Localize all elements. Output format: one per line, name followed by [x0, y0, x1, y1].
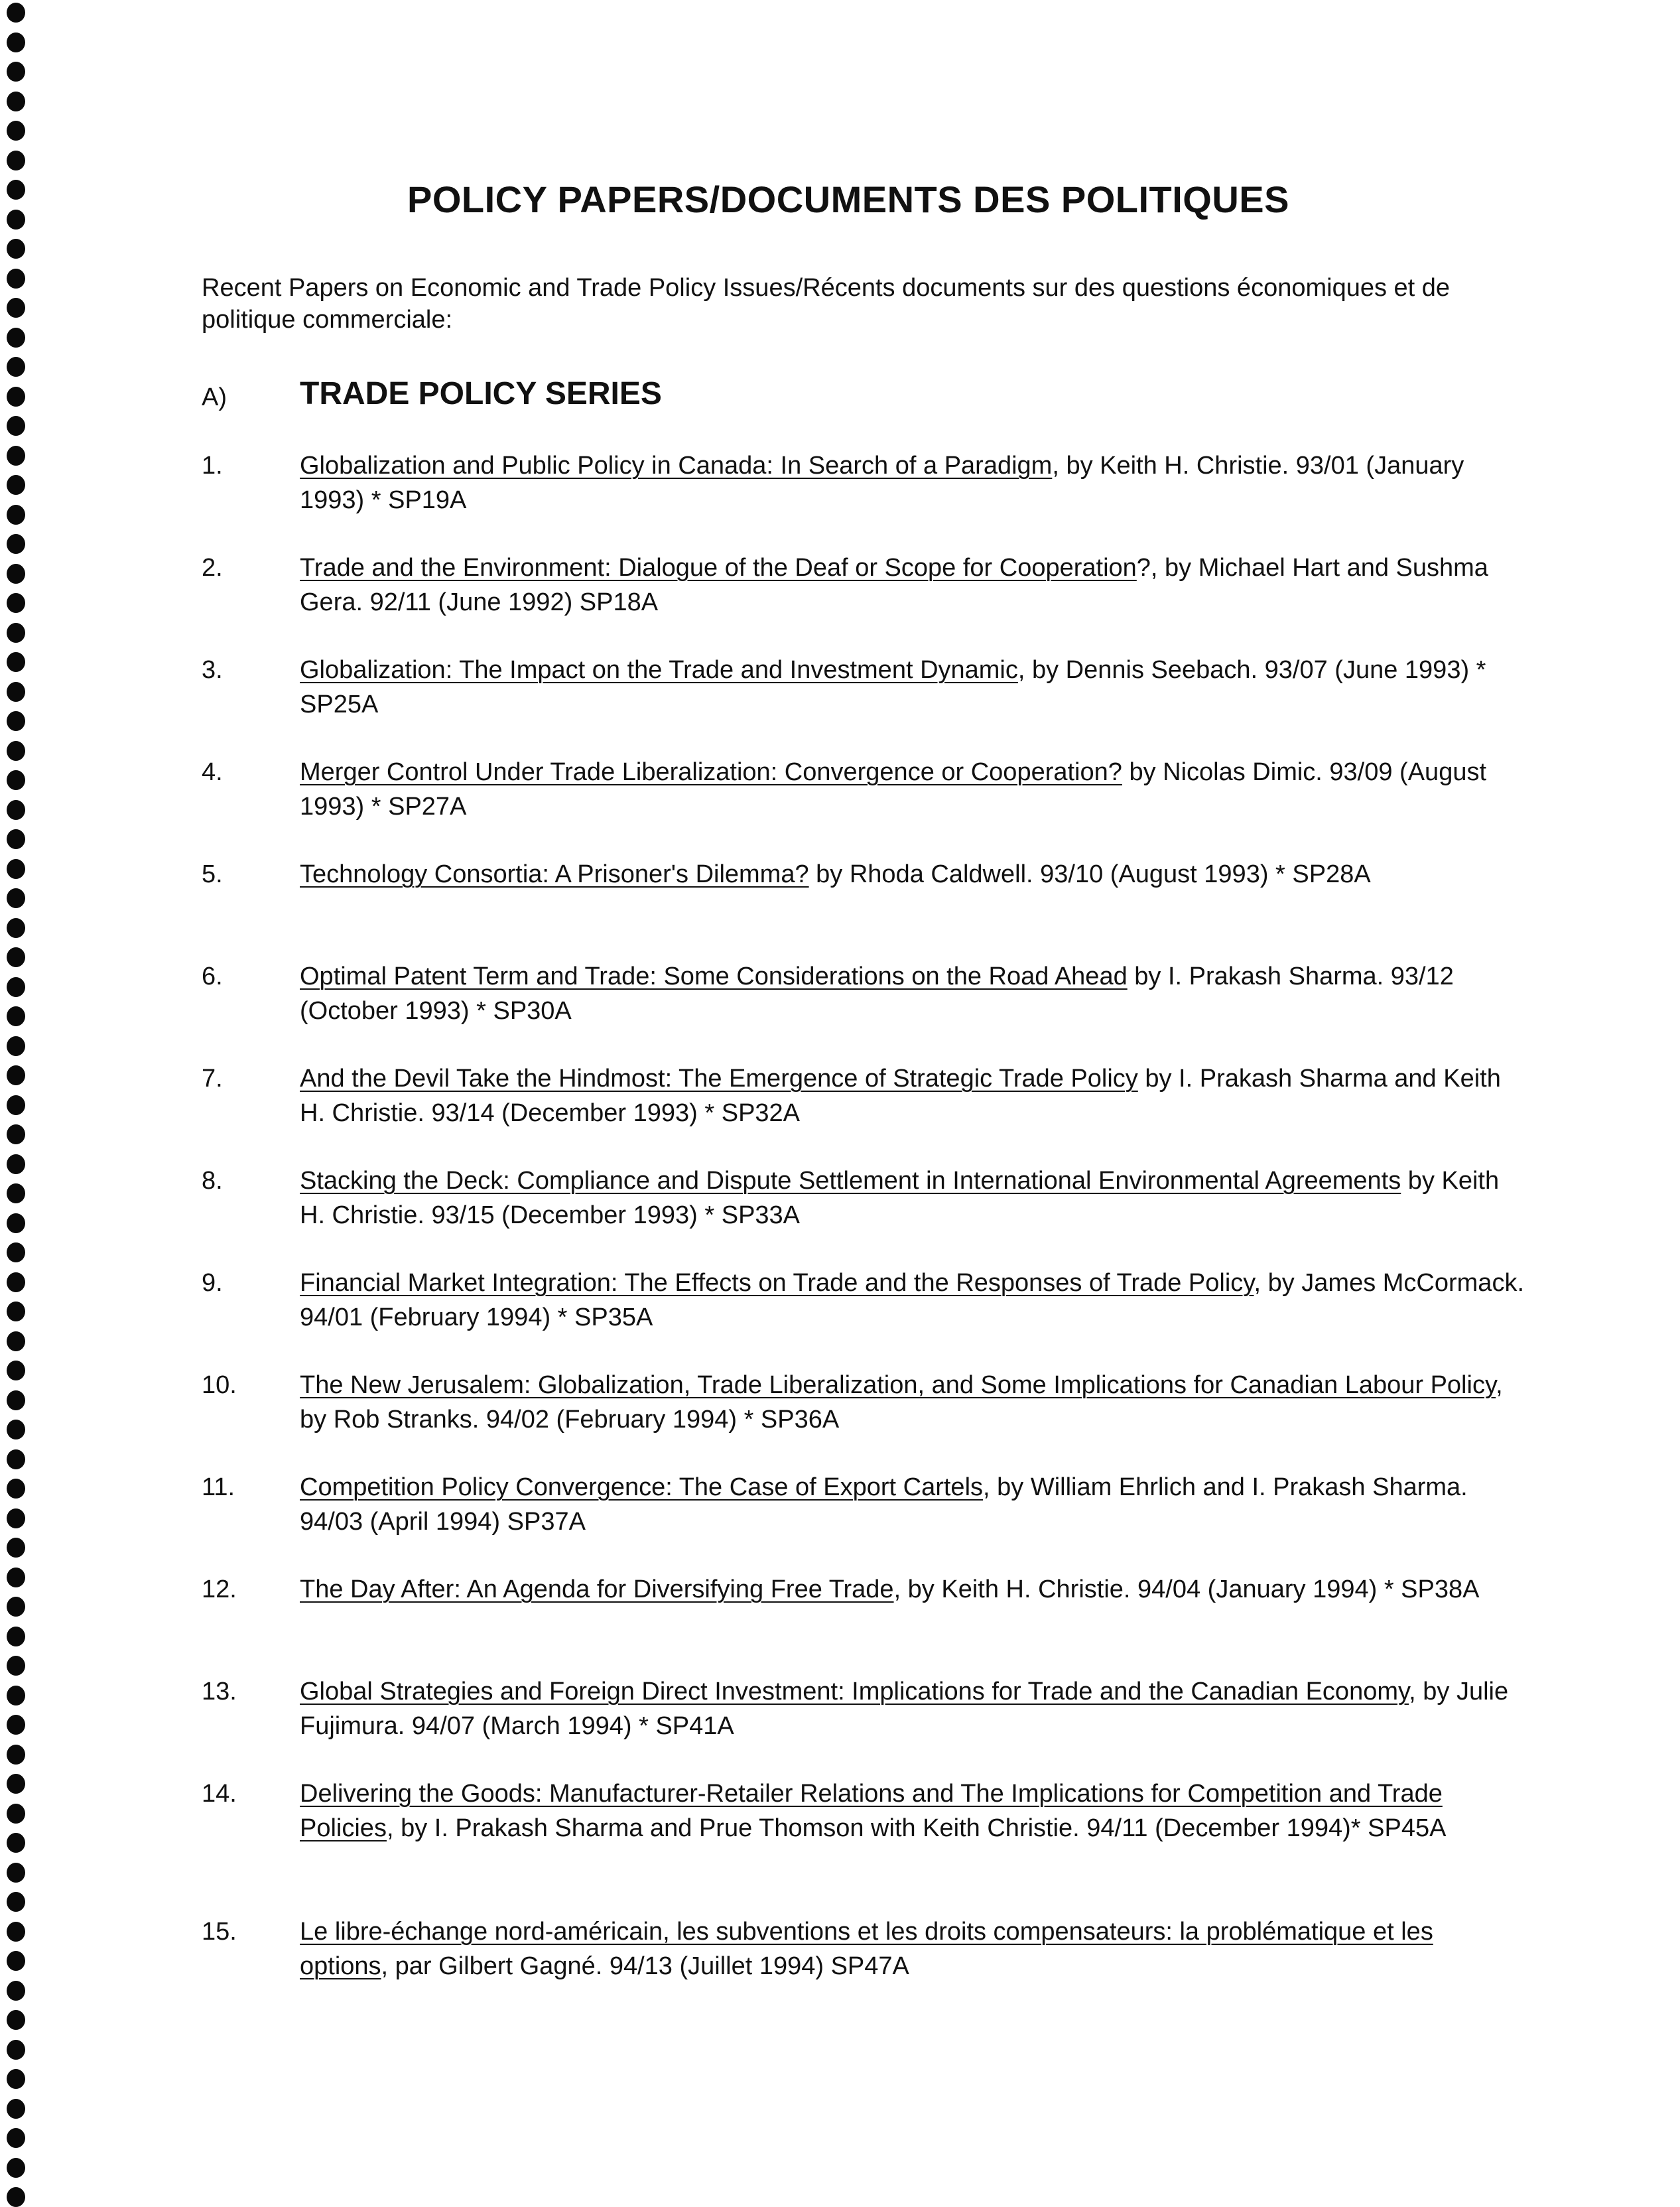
binding-hole [7, 623, 25, 643]
binding-hole [7, 3, 25, 23]
binding-holes [0, 0, 40, 2200]
binding-hole [7, 1213, 25, 1233]
entry-details: by I. Prakash Sharma and Keith H. Christie. 93/14 (December 1993) * SP32A [300, 1065, 1501, 1127]
entry-text [300, 857, 1527, 892]
entry-number: 4. [202, 758, 223, 786]
binding-hole [7, 357, 25, 377]
binding-hole [7, 1715, 25, 1735]
entry-text [300, 1470, 1527, 1539]
binding-hole [7, 1095, 25, 1115]
binding-hole [7, 328, 25, 348]
binding-hole [7, 1745, 25, 1765]
binding-hole [7, 1420, 25, 1439]
entry-number: 3. [202, 656, 223, 684]
entry-title: Merger Control Under Trade Liberalization: Convergence or Cooperation? [300, 758, 1122, 786]
binding-hole [7, 1892, 25, 1912]
entry-text [300, 1164, 1527, 1233]
binding-hole [7, 829, 25, 849]
binding-hole [7, 1627, 25, 1646]
binding-hole [7, 2128, 25, 2148]
binding-hole [7, 2040, 25, 2060]
entry-details: , by James McCormack. 94/01 (February 1994) * SP35A [300, 1269, 1525, 1331]
binding-hole [7, 92, 25, 111]
entry-details: , par Gilbert Gagné. 94/13 (Juillet 1994) SP47A [381, 1952, 909, 1980]
binding-hole [7, 121, 25, 141]
entry-details: ?, by Michael Hart and Sushma Gera. 92/11 (June 1992) SP18A [300, 554, 1488, 616]
binding-hole [7, 1006, 25, 1026]
binding-hole [7, 918, 25, 938]
entry-text [300, 1061, 1527, 1130]
binding-hole [7, 2069, 25, 2089]
entry-details: by Nicolas Dimic. 93/09 (August 1993) * SP27A [300, 758, 1487, 821]
binding-hole [7, 977, 25, 997]
binding-hole [7, 888, 25, 908]
entry-title: Optimal Patent Term and Trade: Some Considerations on the Road Ahead [300, 963, 1128, 990]
binding-hole [7, 1804, 25, 1824]
binding-hole [7, 2158, 25, 2178]
entry-title: Trade and the Environment: Dialogue of the Deaf or Scope for Cooperation [300, 554, 1137, 582]
entry-number: 1. [202, 452, 223, 480]
binding-hole [7, 475, 25, 495]
binding-hole [7, 387, 25, 407]
entry-title: Globalization: The Impact on the Trade and Investment Dynamic [300, 656, 1018, 684]
entry-text [300, 755, 1527, 824]
binding-hole [7, 1508, 25, 1528]
binding-hole [7, 446, 25, 466]
entry-title: Globalization and Public Policy in Canada: In Search of a Paradigm [300, 452, 1053, 480]
section-letter: A) [202, 383, 227, 411]
entry-title: The New Jerusalem: Globalization, Trade Liberalization, and Some Implications for Canadian Labour Policy [300, 1371, 1496, 1399]
entry-details: by I. Prakash Sharma. 93/12 (October 1993) * SP30A [300, 963, 1454, 1025]
entry-text [300, 1368, 1527, 1437]
binding-hole [7, 800, 25, 820]
binding-hole [7, 593, 25, 613]
binding-hole [7, 298, 25, 318]
entry-number: 5. [202, 860, 223, 888]
binding-hole [7, 1538, 25, 1558]
binding-hole [7, 62, 25, 82]
entry-text [300, 448, 1527, 517]
binding-hole [7, 1154, 25, 1174]
entry-number: 2. [202, 554, 223, 582]
entry-title: Stacking the Deck: Compliance and Dispute Settlement in International Environmental Agreements [300, 1167, 1401, 1195]
entry-details: , by Rob Stranks. 94/02 (February 1994) * SP36A [300, 1371, 1503, 1434]
binding-hole [7, 1774, 25, 1794]
binding-hole [7, 1863, 25, 1883]
entry-title: The Day After: An Agenda for Diversifying Free Trade [300, 1575, 894, 1603]
binding-hole [7, 1065, 25, 1085]
binding-hole [7, 682, 25, 702]
entry-text [300, 551, 1527, 620]
binding-hole [7, 770, 25, 790]
entry-details: , by Julie Fujimura. 94/07 (March 1994) * SP41A [300, 1678, 1509, 1740]
entry-text [300, 1266, 1527, 1335]
intro-text: Recent Papers on Economic and Trade Policy Issues/Récents documents sur des questions économiques et de politique commerciale: [202, 274, 1451, 334]
binding-hole [7, 1302, 25, 1321]
entry-text [300, 1914, 1527, 1983]
binding-hole [7, 33, 25, 52]
binding-hole [7, 1951, 25, 1971]
binding-hole [7, 1361, 25, 1380]
entry-text [300, 1674, 1527, 1743]
entry-details: by Rhoda Caldwell. 93/10 (August 1993) * SP28A [808, 860, 1371, 888]
binding-hole [7, 1124, 25, 1144]
binding-hole [7, 1597, 25, 1617]
entry-title: Technology Consortia: A Prisoner's Dilemma? [300, 860, 809, 888]
binding-hole [7, 1656, 25, 1676]
binding-hole [7, 2010, 25, 2030]
binding-hole [7, 741, 25, 761]
entry-number: 14. [202, 1780, 237, 1808]
entry-number: 15. [202, 1918, 237, 1946]
entry-details: , by William Ehrlich and I. Prakash Sharma. 94/03 (April 1994) SP37A [300, 1473, 1468, 1536]
entry-number: 10. [202, 1371, 237, 1399]
entry-number: 11. [202, 1473, 235, 1501]
binding-hole [7, 1331, 25, 1351]
entry-title: Competition Policy Convergence: The Case of Export Cartels [300, 1473, 984, 1501]
binding-hole [7, 534, 25, 554]
binding-hole [7, 1242, 25, 1262]
entry-text [300, 653, 1527, 722]
entry-details: , by Keith H. Christie. 94/04 (January 1994) * SP38A [893, 1575, 1480, 1603]
binding-hole [7, 1922, 25, 1942]
binding-hole [7, 1272, 25, 1292]
section-title: TRADE POLICY SERIES [300, 376, 662, 411]
binding-hole [7, 652, 25, 672]
entry-title: Delivering the Goods: Manufacturer-Retailer Relations and The Implications for Competition and Trade Policies [300, 1780, 1443, 1842]
binding-hole [7, 1390, 25, 1410]
binding-hole [7, 505, 25, 525]
entry-number: 7. [202, 1065, 223, 1093]
binding-hole [7, 180, 25, 200]
entry-number: 8. [202, 1167, 223, 1195]
binding-hole [7, 1981, 25, 2001]
binding-hole [7, 416, 25, 436]
binding-hole [7, 1036, 25, 1056]
binding-hole [7, 1833, 25, 1853]
entry-details: by Keith H. Christie. 93/15 (December 1993) * SP33A [300, 1167, 1500, 1229]
binding-hole [7, 269, 25, 289]
binding-hole [7, 151, 25, 170]
entry-text [300, 959, 1527, 1028]
binding-hole [7, 711, 25, 731]
entry-title: Financial Market Integration: The Effects on Trade and the Responses of Trade Policy [300, 1269, 1254, 1297]
binding-hole [7, 859, 25, 879]
binding-hole [7, 210, 25, 230]
entry-number: 12. [202, 1575, 237, 1603]
entry-number: 13. [202, 1678, 237, 1705]
binding-hole [7, 1568, 25, 1587]
binding-hole [7, 1686, 25, 1705]
binding-hole [7, 239, 25, 259]
binding-hole [7, 564, 25, 584]
entry-details: , by I. Prakash Sharma and Prue Thomson with Keith Christie. 94/11 (December 1994)* SP45A [386, 1814, 1447, 1842]
binding-hole [7, 1479, 25, 1499]
entry-title: And the Devil Take the Hindmost: The Emergence of Strategic Trade Policy [300, 1065, 1138, 1093]
entry-title: Le libre-échange nord-américain, les subventions et les droits compensateurs: la problématique et les options [300, 1918, 1433, 1980]
entry-title: Global Strategies and Foreign Direct Investment: Implications for Trade and the Canadian Economy [300, 1678, 1409, 1705]
page-title: POLICY PAPERS/DOCUMENTS DES POLITIQUES [407, 178, 1289, 220]
binding-hole [7, 1449, 25, 1469]
binding-hole [7, 2099, 25, 2119]
binding-hole [7, 2187, 25, 2207]
entry-details: , by Keith H. Christie. 93/01 (January 1993) * SP19A [300, 452, 1464, 514]
entry-details: , by Dennis Seebach. 93/07 (June 1993) * SP25A [300, 656, 1486, 718]
entry-number: 6. [202, 963, 223, 990]
entry-text [300, 1572, 1527, 1607]
entry-number: 9. [202, 1269, 223, 1297]
entry-text [300, 1776, 1527, 1845]
binding-hole [7, 1183, 25, 1203]
binding-hole [7, 947, 25, 967]
